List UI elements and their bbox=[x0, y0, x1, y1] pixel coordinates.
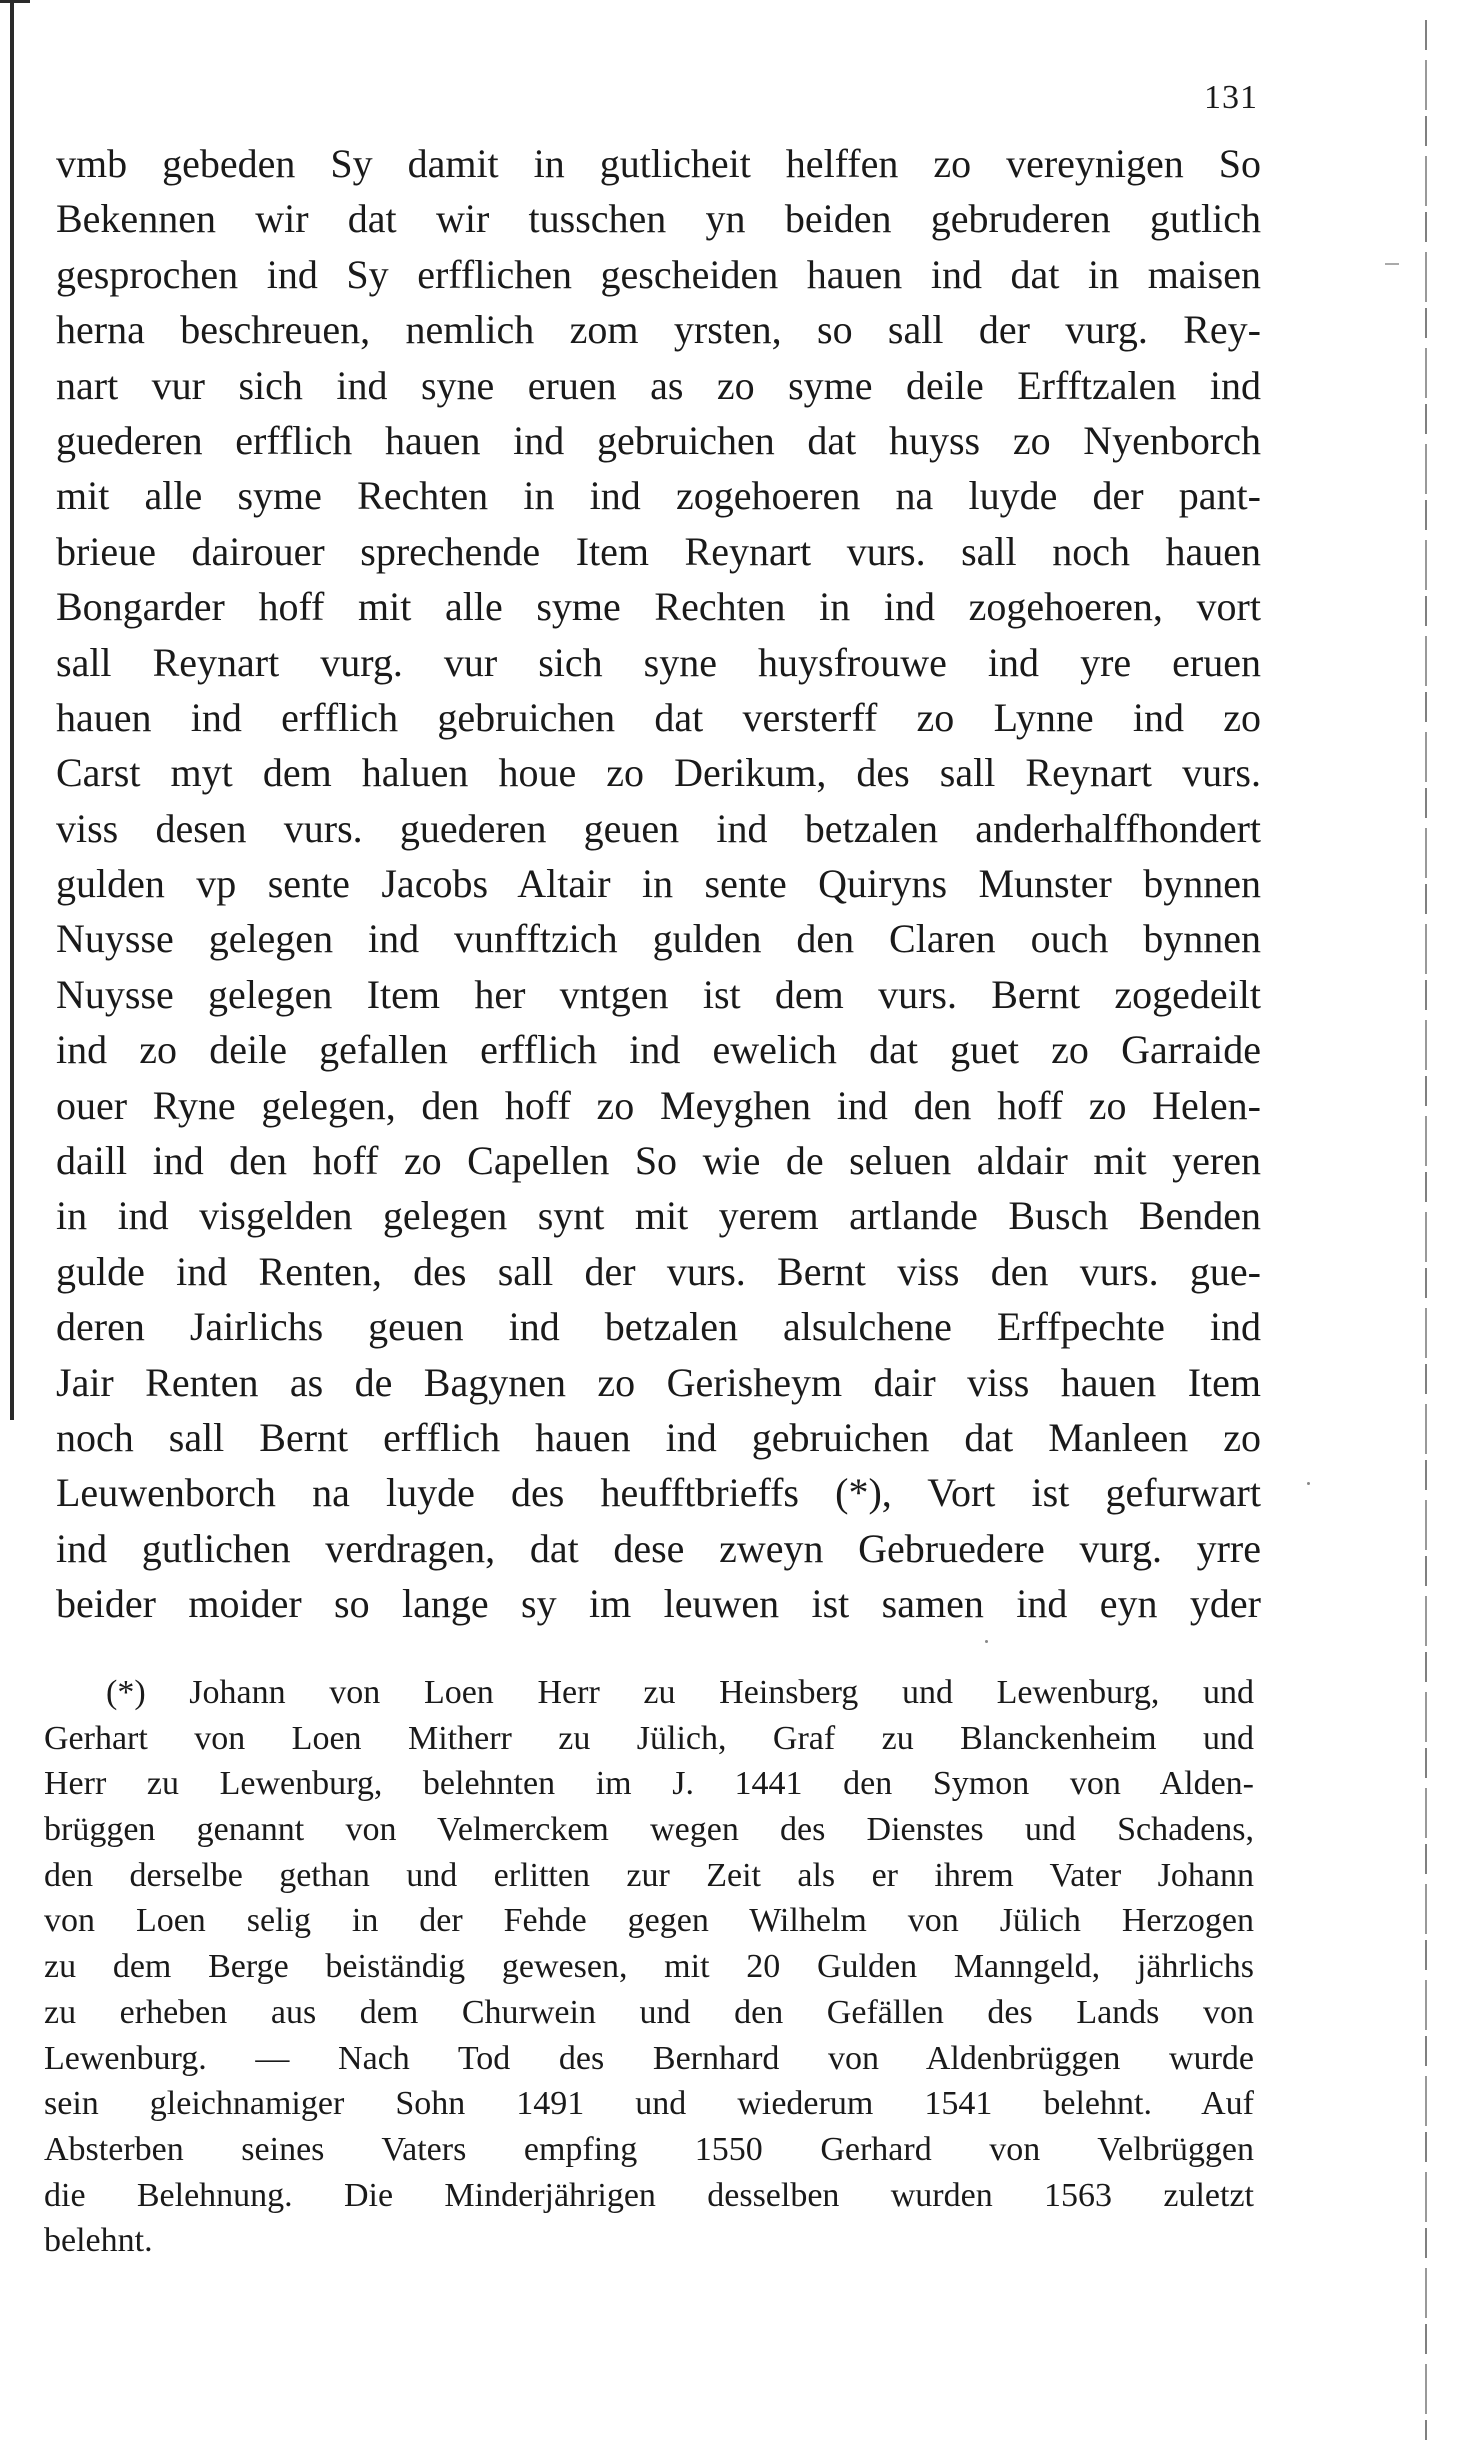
footnote bbox=[44, 1670, 1254, 2264]
main-text-line: daill ind den hoff zo Capellen So wie de seluen aldair mit yeren bbox=[56, 1138, 1261, 1184]
main-text-line: gulde ind Renten, des sall der vurs. Bernt viss den vurs. gue- bbox=[56, 1248, 1261, 1294]
scan-edge-top-mark bbox=[0, 0, 30, 3]
main-text-line: mit alle syme Rechten in ind zogehoeren na luyde der pant- bbox=[56, 473, 1261, 519]
footnote-line: Lewenburg. — Nach Tod des Bernhard von Aldenbrüggen wurde bbox=[44, 2039, 1254, 2077]
page-number: 131 bbox=[1204, 79, 1258, 116]
footnote-line: (*) Johann von Loen Herr zu Heinsberg und Lewenburg, und bbox=[106, 1674, 1254, 1711]
main-text-line: Bekennen wir dat wir tusschen yn beiden gebruderen gutlich bbox=[56, 196, 1261, 242]
scan-speck bbox=[1307, 1482, 1310, 1485]
main-text-body bbox=[56, 136, 1261, 1632]
main-text-line: ind gutlichen verdragen, dat dese zweyn Gebruedere vurg. yrre bbox=[56, 1525, 1261, 1571]
footnote-line: den derselbe gethan und erlitten zur Zeit als er ihrem Vater Johann bbox=[44, 1856, 1254, 1894]
main-text-line: gesprochen ind Sy erfflichen gescheiden hauen ind dat in maisen bbox=[56, 251, 1261, 297]
main-text-line: hauen ind erfflich gebruichen dat versterff zo Lynne ind zo bbox=[56, 694, 1261, 740]
footnote-line: von Loen selig in der Fehde gegen Wilhelm von Jülich Herzogen bbox=[44, 1902, 1254, 1940]
main-text-line: Nuysse gelegen Item her vntgen ist dem vurs. Bernt zogedeilt bbox=[56, 971, 1261, 1017]
main-text-line: Leuwenborch na luyde des heufftbrieffs (*), Vort ist gefurwart bbox=[56, 1470, 1261, 1516]
footnote-line: brüggen genannt von Velmerckem wegen des Dienstes und Schadens, bbox=[44, 1811, 1254, 1849]
footnote-line: belehnt. bbox=[44, 2222, 153, 2260]
footnote-line: Herr zu Lewenburg, belehnten im J. 1441 den Symon von Alden- bbox=[44, 1765, 1254, 1803]
scan-speck bbox=[985, 1640, 988, 1643]
main-text-line: gulden vp sente Jacobs Altair in sente Quiryns Munster bynnen bbox=[56, 861, 1261, 907]
main-text-line: nart vur sich ind syne eruen as zo syme deile Erfftzalen ind bbox=[56, 362, 1261, 408]
main-text-line: in ind visgelden gelegen synt mit yerem artlande Busch Benden bbox=[56, 1193, 1261, 1239]
main-text-line: vmb gebeden Sy damit in gutlicheit helffen zo vereynigen So bbox=[56, 141, 1261, 186]
main-text-line: deren Jairlichs geuen ind betzalen alsulchene Erffpechte ind bbox=[56, 1304, 1261, 1350]
main-text-line: viss desen vurs. guederen geuen ind betzalen anderhalffhondert bbox=[56, 805, 1261, 851]
main-text-line: brieue dairouer sprechende Item Reynart vurs. sall noch hauen bbox=[56, 528, 1261, 574]
footnote-line: Gerhart von Loen Mitherr zu Jülich, Graf zu Blanckenheim und bbox=[44, 1719, 1254, 1757]
footnote-line: die Belehnung. Die Minderjährigen desselben wurden 1563 zuletzt bbox=[44, 2176, 1254, 2214]
scan-speck bbox=[1385, 263, 1399, 265]
scan-edge-left bbox=[10, 0, 14, 1420]
main-text-line: herna beschreuen, nemlich zom yrsten, so sall der vurg. Rey- bbox=[56, 307, 1261, 353]
main-text-line: guederen erfflich hauen ind gebruichen dat huyss zo Nyenborch bbox=[56, 417, 1261, 463]
main-text-line: sall Reynart vurg. vur sich syne huysfrouwe ind yre eruen bbox=[56, 639, 1261, 685]
main-text-line: Jair Renten as de Bagynen zo Gerisheym dair viss hauen Item bbox=[56, 1359, 1261, 1405]
scan-edge-right bbox=[1425, 20, 1427, 2440]
main-text-line: noch sall Bernt erfflich hauen ind gebruichen dat Manleen zo bbox=[56, 1414, 1261, 1460]
main-text-line: ind zo deile gefallen erfflich ind ewelich dat guet zo Garraide bbox=[56, 1027, 1261, 1073]
main-text-line: Carst myt dem haluen houe zo Derikum, des sall Reynart vurs. bbox=[56, 750, 1261, 796]
footnote-line: sein gleichnamiger Sohn 1491 und wiederum 1541 belehnt. Auf bbox=[44, 2085, 1254, 2123]
main-text-line: ouer Ryne gelegen, den hoff zo Meyghen ind den hoff zo Helen- bbox=[56, 1082, 1261, 1128]
main-text-line: Bongarder hoff mit alle syme Rechten in ind zogehoeren, vort bbox=[56, 584, 1261, 630]
main-text-line: beider moider so lange sy im leuwen ist samen ind eyn yder bbox=[56, 1581, 1261, 1627]
main-text-line: Nuysse gelegen ind vunfftzich gulden den Claren ouch bynnen bbox=[56, 916, 1261, 962]
footnote-line: zu erheben aus dem Churwein und den Gefällen des Lands von bbox=[44, 1993, 1254, 2031]
footnote-line: Absterben seines Vaters empfing 1550 Gerhard von Velbrüggen bbox=[44, 2130, 1254, 2168]
footnote-line: zu dem Berge beiständig gewesen, mit 20 Gulden Manngeld, jährlichs bbox=[44, 1948, 1254, 1986]
